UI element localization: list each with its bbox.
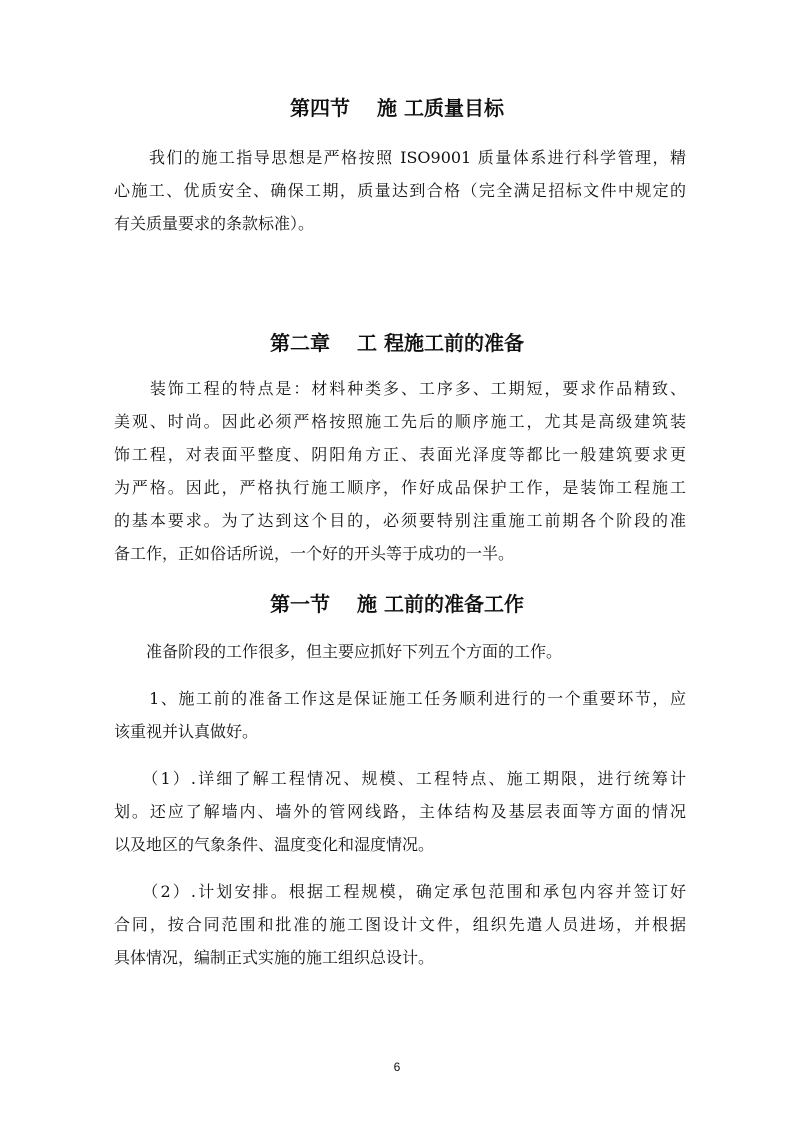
text-line: 以及地区的气象条件、温度变化和湿度情况。 [114, 835, 435, 854]
text-line: （2）.计划安排。根据工程规模，确定承包范围和承包内容并签订好 [114, 882, 686, 901]
text-line: （1）.详细了解工程情况、规模、工程特点、施工期限，进行统筹计 [114, 769, 686, 788]
text-line: 该重视并认真做好。 [114, 722, 259, 741]
text-line: 备工作，正如俗话所说，一个好的开头等于成功的一半。 [114, 544, 515, 563]
text-line: 美观、时尚。因此必须严格按照施工先后的顺序施工，尤其是高级建筑装 [114, 412, 686, 431]
text-line: 合同，按合同范围和批准的施工图设计文件，组织先遣人员进场，并根据 [114, 915, 686, 934]
text-line: 心施工、优质安全、确保工期，质量达到合格（完全满足招标文件中规定的 [114, 181, 686, 200]
chapter-2-heading: 第二章 工 程施工前的准备 [270, 331, 524, 355]
text-line: 我们的施工指导思想是严格按照 ISO9001 质量体系进行科学管理，精 [114, 148, 686, 167]
text-line: 准备阶段的工作很多，但主要应抓好下列五个方面的工作。 [114, 642, 563, 661]
text-line: 有关质量要求的条款标准）。 [114, 214, 315, 233]
text-line: 1、施工前的准备工作这是保证施工任务顺利进行的一个重要环节，应 [114, 689, 686, 708]
section-1-sub-2 [114, 875, 686, 974]
chapter-2-paragraph [114, 372, 686, 570]
section-1-heading: 第一节 施 工前的准备工作 [270, 592, 524, 616]
text-line: 具体情况，编制正式实施的施工组织总设计。 [114, 948, 435, 967]
text-line: 的基本要求。为了达到这个目的，必须要特别注重施工前期各个阶段的准 [114, 511, 686, 530]
text-line: 划。还应了解墙内、墙外的管网线路，主体结构及基层表面等方面的情况 [114, 802, 686, 821]
section-1-intro [114, 635, 686, 668]
text-line: 为严格。因此，严格执行施工顺序，作好成品保护工作，是装饰工程施工 [114, 478, 686, 497]
text-line: 饰工程，对表面平整度、阴阳角方正、表面光泽度等都比一般建筑要求更 [114, 445, 686, 464]
text-line: 装饰工程的特点是：材料种类多、工序多、工期短，要求作品精致、 [114, 379, 686, 398]
section-4-paragraph [114, 141, 686, 240]
page-number: 6 [393, 1060, 401, 1074]
section-1-item-1 [114, 682, 686, 748]
section-1-sub-1 [114, 762, 686, 861]
section-4-heading: 第四节 施 工质量目标 [290, 96, 504, 120]
